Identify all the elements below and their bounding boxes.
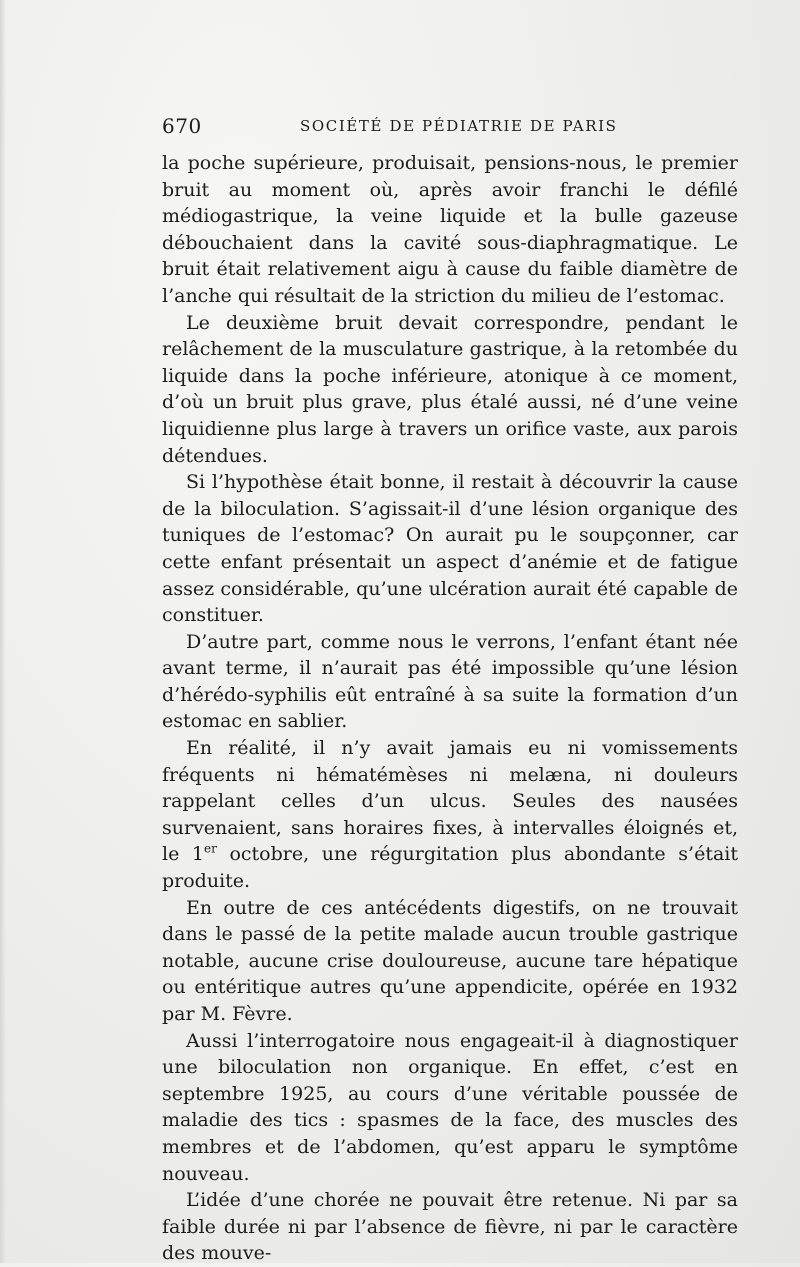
paragraph-6: En outre de ces antécédents digestifs, on ne trouvait dans le passé de la petite malade aucun trouble gastrique notable, aucune crise douloureuse, aucune tare hépatique ou entéritique autres qu’une appendicite, opérée en 1932 par M. Fèvre. (162, 896, 738, 1025)
paragraph-5 (162, 735, 738, 895)
paragraph-5-part-2: octobre, une régurgitation plus abondante s’était produite. (162, 843, 738, 893)
paragraph-5-part-1: En réalité, il n’y avait jamais eu ni vomissements fréquents ni hématémèses ni melæna, ni douleurs rappelant celles d’un ulcus. Seules des nausées survenaient, sans horaires fixes, à intervalles éloignés et, le 1 (162, 737, 738, 866)
page-edge-shadow (0, 0, 6, 1263)
paragraph-4: D’autre part, comme nous le verrons, l’enfant étant née avant terme, il n’aurait pas été impossible qu’une lésion d’hérédo-syphilis eût entraîné à sa suite la formation d’un estomac en sablier. (162, 630, 738, 733)
paragraph-3: Si l’hypothèse était bonne, il restait à découvrir la cause de la biloculation. S’agissait-il d’une lésion organique des tuniques de l’estomac? On aurait pu le soupçonner, car cette enfant présentait un aspect d’anémie et de fatigue assez considérable, qu’une ulcération aurait été capable de constituer. (162, 471, 738, 627)
body-text (162, 150, 738, 1267)
running-head (162, 114, 738, 144)
paragraph-1: la poche supérieure, produisait, pensions-nous, le premier bruit au moment où, après avoir franchi le défilé médiogastrique, la veine liquide et la bulle gazeuse débouchaient dans la cavité sous-diaphragmatique. Le bruit était relativement aigu à cause du faible diamètre de l’anche qui résultait de la striction du milieu de l’estomac. (162, 152, 738, 307)
journal-title: SOCIÉTÉ DE PÉDIATRIE DE PARIS (300, 117, 618, 135)
ordinal-superscript: er (204, 842, 217, 857)
page-number: 670 (162, 114, 202, 138)
paragraph-2: Le deuxième bruit devait correspondre, pendant le relâchement de la musculature gastrique, à la retombée du liquide dans la poche inférieure, atonique à ce moment, d’où un bruit plus grave, plus étalé aussi, né d’une veine liquidienne plus large à travers un orifice vaste, aux parois détendues. (162, 311, 738, 467)
paragraph-8: L’idée d’une chorée ne pouvait être retenue. Ni par sa faible durée ni par l’absence de fièvre, ni par le caractère des mouve- (162, 1189, 738, 1265)
paragraph-7: Aussi l’interrogatoire nous engageait-il à diagnostiquer une biloculation non organique. En effet, c’est en septembre 1925, au cours d’une véritable poussée de maladie des tics : spasmes de la face, des muscles des membres et de l’abdomen, qu’est apparu le symptôme nouveau. (162, 1029, 738, 1185)
